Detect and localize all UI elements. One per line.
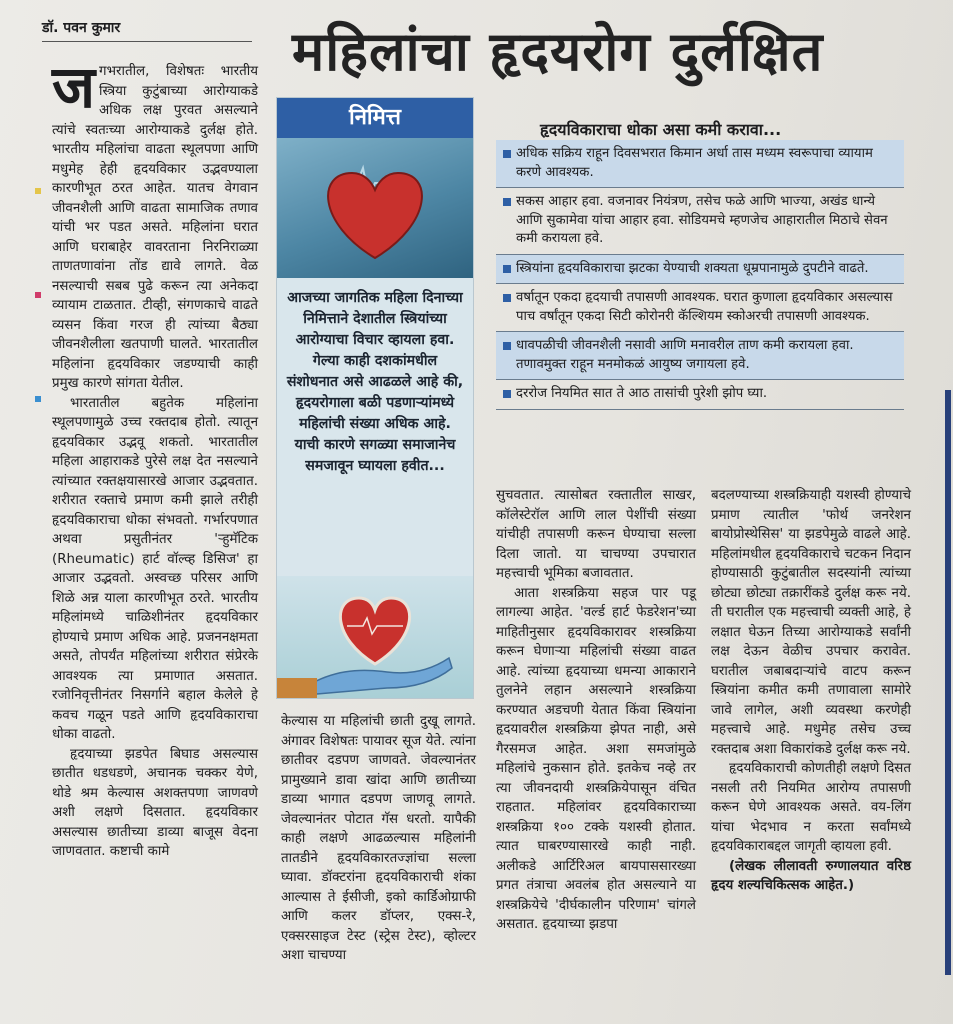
heart-icon <box>277 138 473 278</box>
list-item: अधिक सक्रिय राहून दिवसभरात किमान अर्धा तास मध्यम स्वरूपाचा व्यायाम करणे आवश्यक. <box>496 140 904 188</box>
square-bullet-icon <box>503 265 511 273</box>
square-bullet-icon <box>503 390 511 398</box>
dropcap: ज <box>52 53 96 121</box>
list-item: दररोज नियमित सात ते आठ तासांची पुरेशी झोप घ्या. <box>496 380 904 410</box>
article-column-1 <box>52 53 258 862</box>
square-bullet-icon <box>503 150 511 158</box>
risk-box-title: हृदयविकाराचा धोका असा कमी करावा... <box>540 120 782 139</box>
paragraph: केल्यास या महिलांची छाती दुखू लागते. अंगावर विशेषतः पायावर सूज येते. त्यांना छातीवर दडपण जाणवते. जेवल्यानंतर प्रामुख्याने डावा खांदा आणि छातीच्या डाव्या भागात दडपण जाणवू लागते. जेवल्यानंतर पोटात गॅस धरतो. यापैकी काही लक्षणे आढळल्यास महिलांनी तातडीने हृदयविकारतज्ज्ञांचा सल्ला घ्यावा. डॉक्टरांना हृदयविकाराची शंका आल्यास ते ईसीजी, इको कार्डिओग्राफी आणि कलर डॉप्लर, एक्स-रे, एक्सरसाइज टेस्ट (स्ट्रेस टेस्ट), व्होल्टर अशा चाचण्या <box>281 714 476 963</box>
paragraph: बदलण्याच्या शस्त्रक्रियाही यशस्वी होण्याचे प्रमाण त्यातील 'फोर्थ जनरेशन बायोप्रोस्थेसिस' या झडपेमुळे वाढले आहे. महिलांमधील हृदयविकाराचे चटकन निदान होण्यासाठी कुटुंबातील सदस्यांनी त्यांच्या छोट्या छोट्या तक्रारींकडे दुर्लक्ष करू नये. ती घरातील एक महत्त्वाची व्यक्ती आहे, हे लक्षात घेऊन तिच्या आरोग्याकडे सर्वांनी लक्ष देऊन वेळीच उपचार करावेत. घरातील जबाबदाऱ्यांचे वाटप करून स्त्रियांना कमीत कमी तणावाला सामोरे जावे लागेल, अशी व्यवस्था करणेही महत्त्वाचे आहे. मधुमेह तसेच उच्च रक्तदाब अशा विकारांकडे दुर्लक्ष करू नये. <box>711 488 911 757</box>
article-column-3 <box>496 486 696 935</box>
margin-mark <box>35 396 41 402</box>
paragraph: हृदयविकाराची कोणतीही लक्षणे दिसत नसली तरी नियमित आरोग्य तपासणी करून घेणे आवश्यक असते. वय-लिंग यांचा भेदभाव न करता सर्वांमध्ये हृदयविकाराबद्दल जागृती व्हायला हवी. <box>711 761 911 854</box>
paragraph: सुचवतात. त्यासोबत रक्तातील साखर, कॉलेस्टेरॉल आणि लाल पेशींची संख्या यांचीही तपासणी करून घेण्याचा सल्ला दिला जातो. या चाचण्या उपचारात महत्त्वाची भूमिका बजावतात. <box>496 488 696 581</box>
margin-mark <box>35 188 41 194</box>
margin-mark <box>35 292 41 298</box>
heart-hand-icon <box>277 576 473 698</box>
paragraph: भारतातील बहुतेक महिलांना स्थूलपणामुळे उच्च रक्तदाब होतो. त्यातून हृदयविकार उद्भवू शकतो. भारतातील महिला आहाराकडे पुरेसे लक्ष देत नसल्याने त्यांच्यात रक्तक्षयासारखे आजार उद्भवतात. शरीरात रक्ताचे प्रमाण कमी झाले तरीही हृदयविकाराचा धोका संभवतो. गर्भारपणात अथवा प्रसुतीनंतर 'ऱ्हुमॅटिक (Rheumatic) हार्ट वॉल्व्ह डिसिज' हा आजार उद्भवतो. अस्वच्छ परिसर आणि शिळे अन्न याला कारणीभूत ठरते. भारतीय महिलांमध्ये चाळिशीनंतर हृदयविकार होण्याचे प्रमाण अधिक आहे. प्रजननक्षमता असते, तोपर्यंत महिलांच्या शरीरात संप्रेरके आवश्यक त्या प्रमाणात असतात. रजोनिवृत्तीनंतर निसर्गाने बहाल केलेले हे कवच गळून पडते आणि हृदयविकाराचा धोका वाढतो. <box>52 395 258 742</box>
occasion-text: आजच्या जागतिक महिला दिनाच्या निमित्ताने देशातील स्त्रियांच्या आरोग्याचा विचार व्हायला हवा. गेल्या काही दशकांमधील संशोधनात असे आढळले आहे की, हृदयरोगाला बळी पडणाऱ्यांमध्ये महिलांची संख्या अधिक आहे. याची कारणे सगळ्या समाजानेच समजावून घ्यायला हवीत... <box>286 290 464 474</box>
risk-list <box>496 140 904 410</box>
list-item: वर्षातून एकदा हृदयाची तपासणी आवश्यक. घरात कुणाला हृदयविकार असल्यास पाच वर्षांतून एकदा सिटी कोरोनरी कॅल्शियम स्कोअरची तपासणी आवश्यक. <box>496 284 904 332</box>
paragraph: हृदयाच्या झडपेत बिघाड असल्यास छातीत धडधडणे, अचानक चक्कर येणे, थोडे श्रम केल्यास अशक्तपणा जाणवणे अशी लक्षणे दिसतात. हृदयविकार असल्यास छातीच्या डाव्या बाजूस वेदना जाणवतात. कष्टाची कामे <box>52 746 258 859</box>
heart-photo <box>277 138 473 278</box>
list-item: धावपळीची जीवनशैली नसावी आणि मनावरील ताण कमी करायला हवा. तणावमुक्त राहून मनमोकळं आयुष्य जगायला हवे. <box>496 332 904 380</box>
article-column-2 <box>281 712 476 966</box>
article-column-4 <box>711 486 911 896</box>
occasion-box <box>276 97 474 699</box>
headline: महिलांचा हृदयरोग दुर्लक्षित <box>292 20 824 83</box>
list-item: स्त्रियांना हृदयविकाराचा झटका येण्याची शक्यता धूम्रपानामुळे दुपटीने वाढते. <box>496 255 904 285</box>
author-byline: डॉ. पवन कुमार <box>42 18 252 42</box>
square-bullet-icon <box>503 198 511 206</box>
heart-in-hand-photo <box>277 576 473 698</box>
author-note: (लेखक लीलावती रुग्णालयात वरिष्ठ हृदय शल्यचिकित्सक आहेत.) <box>711 858 911 893</box>
square-bullet-icon <box>503 294 511 302</box>
square-bullet-icon <box>503 342 511 350</box>
paragraph: आता शस्त्रक्रिया सहज पार पडू लागल्या आहेत. 'वर्ल्ड हार्ट फेडरेशन'च्या माहितीनुसार हृदयविकारावर शस्त्रक्रिया करून घेणाऱ्या महिलांची संख्या वाढत आहे. त्यांच्या हृदयाच्या धमन्या आकाराने तुलनेने लहान असल्याने शस्त्रक्रिया करण्यात अडचणी येतात किंवा स्त्रियांना हृदयावरील शस्त्रक्रिया झेपत नाही, असे गैरसमज आहेत. अशा समजांमुळे महिलांचे नुकसान होते. इतकेच नव्हे तर त्या जीवनदायी शस्त्रक्रियेपासून वंचित राहतात. महिलांवर हृदयविकाराच्या शस्त्रक्रिया १०० टक्के यशस्वी होतात. त्यात घाबरण्यासारखे काही नाही. अलीकडे आर्टिरिअल बायपाससारख्या प्रगत तंत्राचा अवलंब होत असल्याने या शस्त्रक्रियेचे 'दीर्घकालीन परिणाम' चांगले असतात. हृदयाच्या झडपा <box>496 585 696 932</box>
occasion-tag: निमित्त <box>277 98 473 138</box>
paragraph: गभरातील, विशेषतः भारतीय स्त्रिया कुटुंबाच्या आरोग्याकडे अधिक लक्ष पुरवत असल्याने त्यांचे स्वतःच्या आरोग्याकडे दुर्लक्ष होते. भारतीय महिलांचा वाढता स्थूलपणा आणि मधुमेह हेही हृदयविकार उद्भवण्याला कारणीभूत ठरत आहेत. यातच वेगवान जीवनशैली आणि वाढता सामाजिक तणाव यांची भर पडत असते. महिलांना घरात आणि घराबाहेर वावरताना निरनिराळ्या ताणतणावांना तोंड द्यावे लागते. वेळ नसल्याची सबब पुढे करून त्या अनेकदा व्यायाम टाळतात. टीव्ही, संगणकाचे वाढते व्यसन किंवा गरज ही त्यांच्या बैठ्या जीवनशैलीला खतपाणी घालते. भारतातील महिलांना हृदयविकार जडण्याची काही प्रमुख कारणे सांगता येतील. <box>52 64 258 391</box>
list-item: सकस आहार हवा. वजनावर नियंत्रण, तसेच फळे आणि भाज्या, अखंड धान्ये आणि सुकामेवा यांचा आहार हवा. सोडियमचे म्हणजेच आहारातील मिठाचे सेवन कमी करायला हवे. <box>496 188 904 255</box>
page-edge-stripe <box>945 390 951 975</box>
